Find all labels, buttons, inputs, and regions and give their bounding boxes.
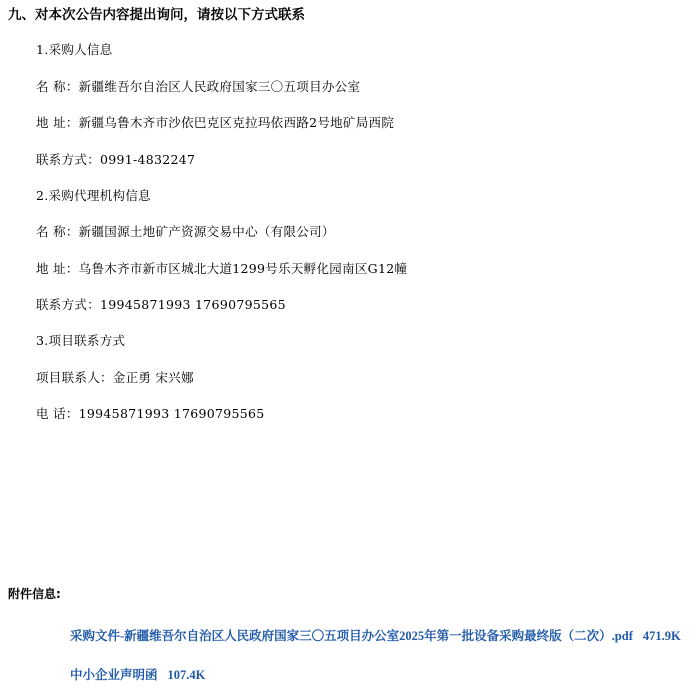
- attachment-item: [70, 626, 681, 644]
- agency-contact: 联系方式：19945871993 17690795565: [36, 297, 286, 312]
- project-contact-persons: 项目联系人：金正勇 宋兴娜: [36, 370, 194, 385]
- project-contact-title: 3.项目联系方式: [36, 333, 126, 348]
- agency-name: 名 称：新疆国源土地矿产资源交易中心（有限公司）: [36, 224, 335, 239]
- attachments-label: 附件信息:: [8, 587, 61, 601]
- purchaser-address: 地 址：新疆乌鲁木齐市沙依巴克区克拉玛依西路2号地矿局西院: [36, 115, 395, 130]
- project-phone: 电 话：19945871993 17690795565: [36, 406, 265, 421]
- attachment-size: 471.9K: [642, 629, 681, 643]
- section-heading: 九、对本次公告内容提出询问，请按以下方式联系: [8, 7, 305, 23]
- purchaser-info-title: 1.采购人信息: [36, 42, 113, 57]
- purchaser-name: 名 称：新疆维吾尔自治区人民政府国家三〇五项目办公室: [36, 79, 361, 94]
- purchaser-contact: 联系方式：0991-4832247: [36, 152, 196, 167]
- agency-address: 地 址：乌鲁木齐市新市区城北大道1299号乐天孵化园南区G12幢: [36, 261, 408, 276]
- attachment-size: 107.4K: [167, 668, 206, 682]
- agency-info-title: 2.采购代理机构信息: [36, 188, 151, 203]
- attachment-item: [70, 665, 205, 683]
- attachment-link[interactable]: 中小企业声明函: [70, 668, 158, 682]
- attachment-link[interactable]: 采购文件-新疆维吾尔自治区人民政府国家三〇五项目办公室2025年第一批设备采购最终版（二次）.pdf: [70, 629, 633, 643]
